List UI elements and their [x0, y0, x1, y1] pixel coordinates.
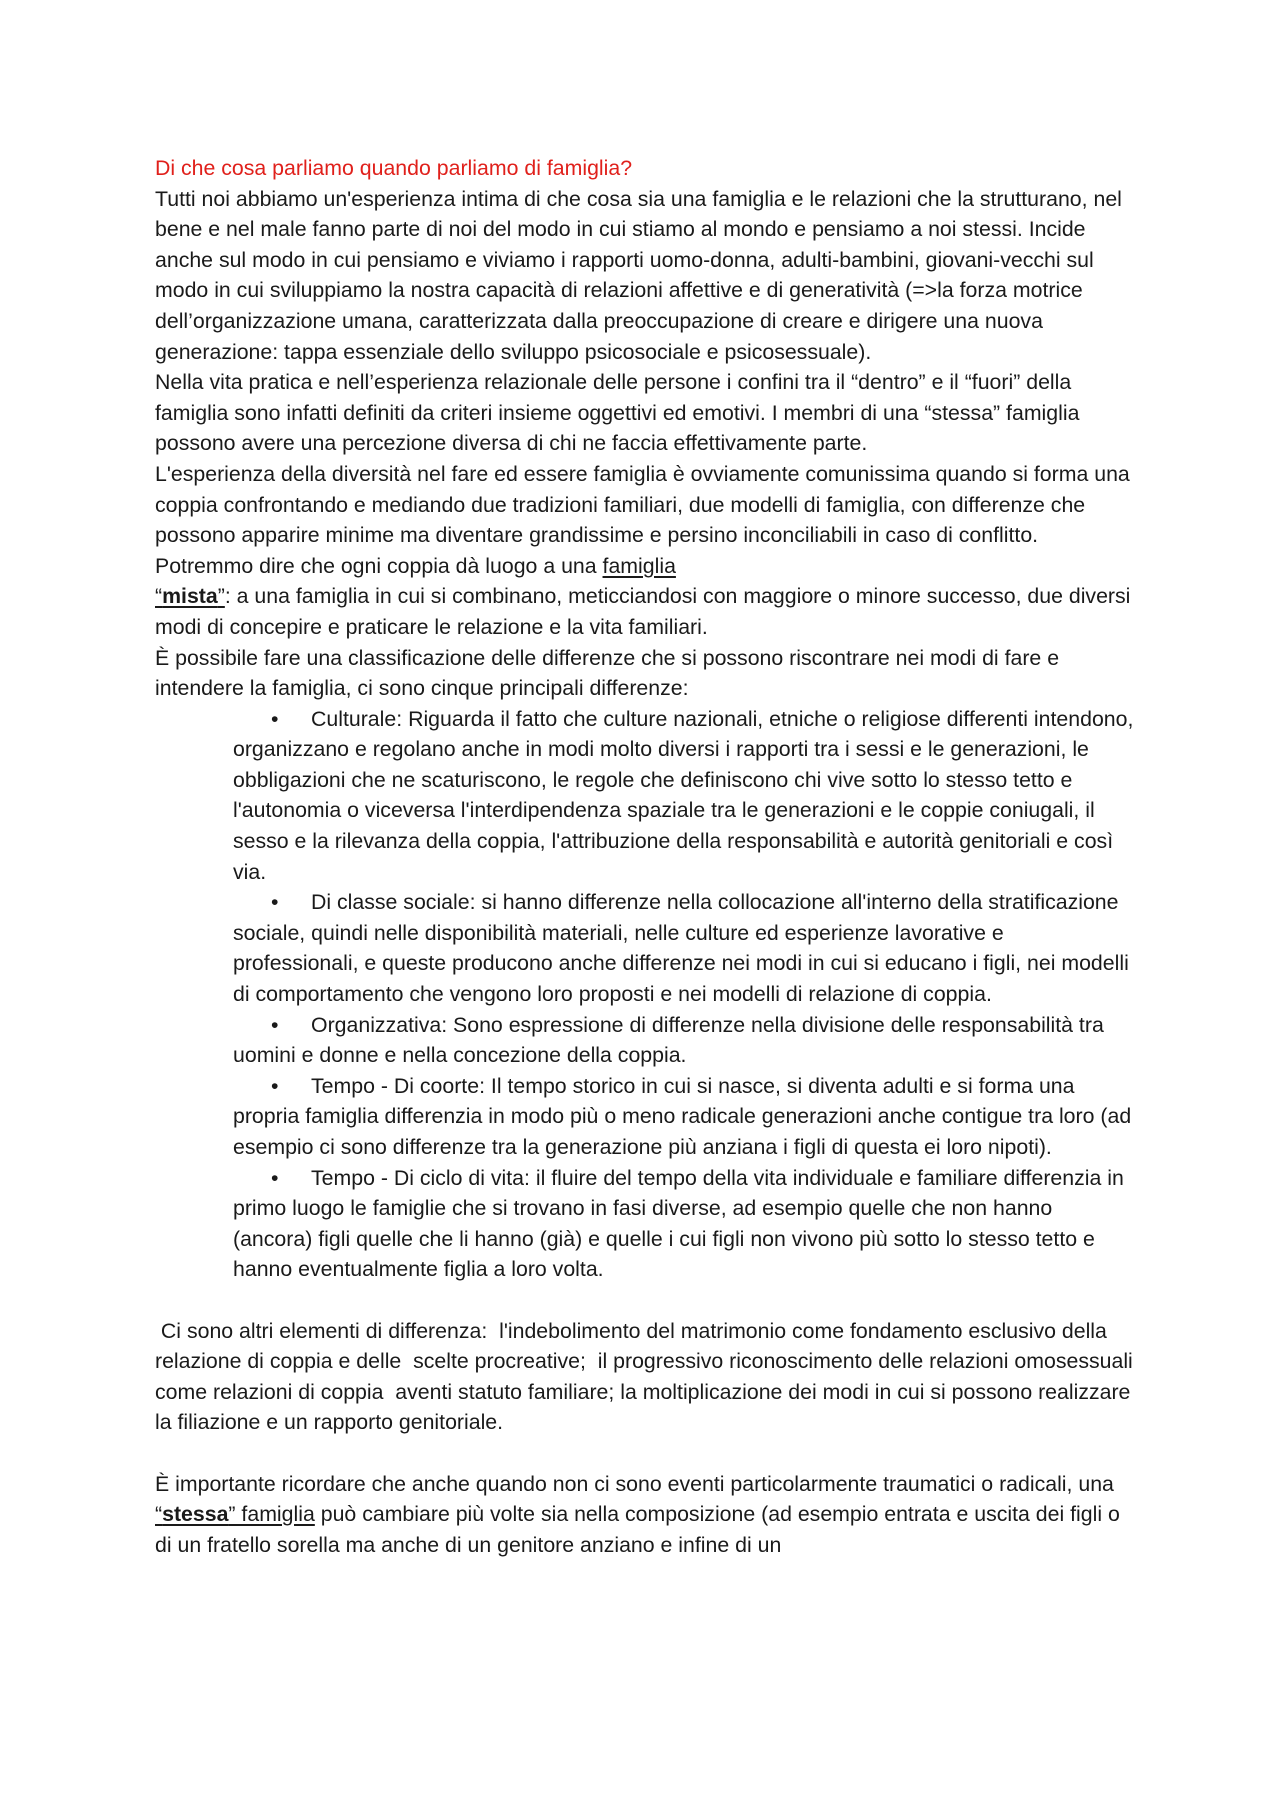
mixed-family-term-word: famiglia	[602, 553, 676, 578]
bullet-icon: •	[271, 1073, 279, 1098]
mixed-family-quote-close: ”	[217, 584, 225, 609]
paragraph-intro: Tutti noi abbiamo un'esperienza intima di che cosa sia una famiglia e le relazioni che la strutturano, nel bene e nel male fanno parte di noi del modo in cui stiamo al mondo e pensiamo a noi stessi. Incide anche sul modo in cui pensiamo e viviamo i rapporti uomo-donna, adulti-bambini, giovani-vecchi sul modo in cui sviluppiamo la nostra capacità di relazioni affettive e di generatività (=>la forza motrice dell’organizzazione umana, caratterizzata dalla preoccupazione di creare e dirigere una nuova generazione: tappa essenziale dello sviluppo psicosociale e psicosessuale).	[155, 186, 1122, 364]
mixed-family-term-bold: mista	[162, 584, 218, 609]
paragraph-same-family-rest: può cambiare più volte sia nella composizione (ad esempio entrata e uscita dei figli o di un fratello sorella ma anche di un genitore anziano e infine di un	[155, 1502, 1120, 1557]
same-family-term-bold: stessa	[162, 1502, 229, 1527]
spacer	[155, 1285, 1135, 1316]
same-family-term-word: ” famiglia	[228, 1502, 315, 1527]
document-page	[155, 153, 1139, 1560]
paragraph-mixed-family	[155, 459, 1135, 643]
bullet-icon: •	[271, 1012, 279, 1037]
paragraph-classification: È possibile fare una classificazione delle differenze che si possono riscontrare nei modi di fare e intendere la famiglia, ci sono cinque principali differenze:	[155, 645, 1060, 701]
bullet-icon: •	[271, 706, 279, 731]
list-item	[233, 1163, 1135, 1285]
spacer	[155, 1438, 1135, 1469]
document-title: Di che cosa parliamo quando parliamo di famiglia?	[155, 156, 633, 180]
bullet-icon: •	[271, 1165, 279, 1190]
paragraph-mixed-family-text: L'esperienza della diversità nel fare ed essere famiglia è ovviamente comunissima quando si forma una coppia confrontando e mediando due tradizioni familiari, due modelli di famiglia, con differenze che possono apparire minime ma diventare grandissime e persino inconciliabili in caso di conflitto. Potremmo dire che ogni coppia dà luogo a una	[155, 461, 1130, 578]
paragraph-same-family	[155, 1469, 1135, 1561]
difference-text: Tempo - Di coorte: Il tempo storico in cui si nasce, si diventa adulti e si forma una propria famiglia differenzia in modo più o meno radicale generazioni anche contigue tra loro (ad esempio ci sono differenze tra la generazione più anziana i figli di questa ei loro nipoti).	[233, 1073, 1132, 1159]
list-item	[233, 704, 1135, 888]
bullet-icon: •	[271, 890, 279, 915]
difference-text: Tempo - Di ciclo di vita: il fluire del tempo della vita individuale e familiare differenzia in primo luogo le famiglie che si trovano in fasi diverse, ad esempio quelle che non hanno (ancora) figli quelle che li hanno (già) e quelle i cui figli non vivono più sotto lo stesso tetto e hanno eventualmente figlia a loro volta.	[233, 1165, 1124, 1282]
list-item	[233, 887, 1135, 1009]
same-family-term	[155, 1502, 315, 1526]
paragraph-same-family-text: È importante ricordare che anche quando non ci sono eventi particolarmente traumatici o radicali, una	[155, 1471, 1114, 1496]
list-item	[233, 1010, 1135, 1071]
paragraph-other-differences: Ci sono altri elementi di differenza: l'indebolimento del matrimonio come fondamento esclusivo della relazione di coppia e delle scelte procreative; il progressivo riconoscimento delle relazioni omosessuali come relazioni di coppia aventi statuto familiare; la moltiplicazione dei modi in cui si possono realizzare la filiazione e un rapporto genitoriale.	[155, 1318, 1139, 1435]
difference-text: Di classe sociale: si hanno differenze nella collocazione all'interno della stratificazione sociale, quindi nelle disponibilità materiali, nelle culture ed esperienze lavorative e professionali, e queste producono anche differenze nei modi in cui si educano i figli, nei modelli di comportamento che vengono loro proposti e nei modelli di relazione di coppia.	[233, 890, 1129, 1007]
difference-text: Culturale: Riguarda il fatto che culture nazionali, etniche o religiose differenti intendono, organizzano e regolano anche in modi molto diversi i rapporti tra i sessi e le generazioni, le obbligazioni che ne scaturiscono, le regole che definiscono chi vive sotto lo stesso tetto e l'autonomia o viceversa l'interdipendenza spaziale tra le generazioni e le coppie coniugali, il sesso e la rilevanza della coppia, l'attribuzione della responsabilità e autorità genitoriali e così via.	[233, 706, 1134, 884]
difference-text: Organizzativa: Sono espressione di differenze nella divisione delle responsabilità tra uomini e donne e nella concezione della coppia.	[233, 1012, 1104, 1068]
mixed-family-quote-open: “	[155, 584, 163, 609]
paragraph-mixed-family-rest: : a una famiglia in cui si combinano, meticciandosi con maggiore o minore successo, due diversi modi di concepire e praticare le relazione e la vita familiari.	[155, 584, 1131, 639]
paragraph-boundaries: Nella vita pratica e nell’esperienza relazionale delle persone i confini tra il “dentro” e il “fuori” della famiglia sono infatti definiti da criteri insieme oggettivi ed emotivi. I membri di una “stessa” famiglia possono avere una percezione diversa di chi ne faccia effettivamente parte.	[155, 370, 1080, 456]
list-item	[233, 1071, 1135, 1163]
differences-list	[155, 704, 1135, 1285]
same-family-quote-open: “	[155, 1502, 163, 1527]
